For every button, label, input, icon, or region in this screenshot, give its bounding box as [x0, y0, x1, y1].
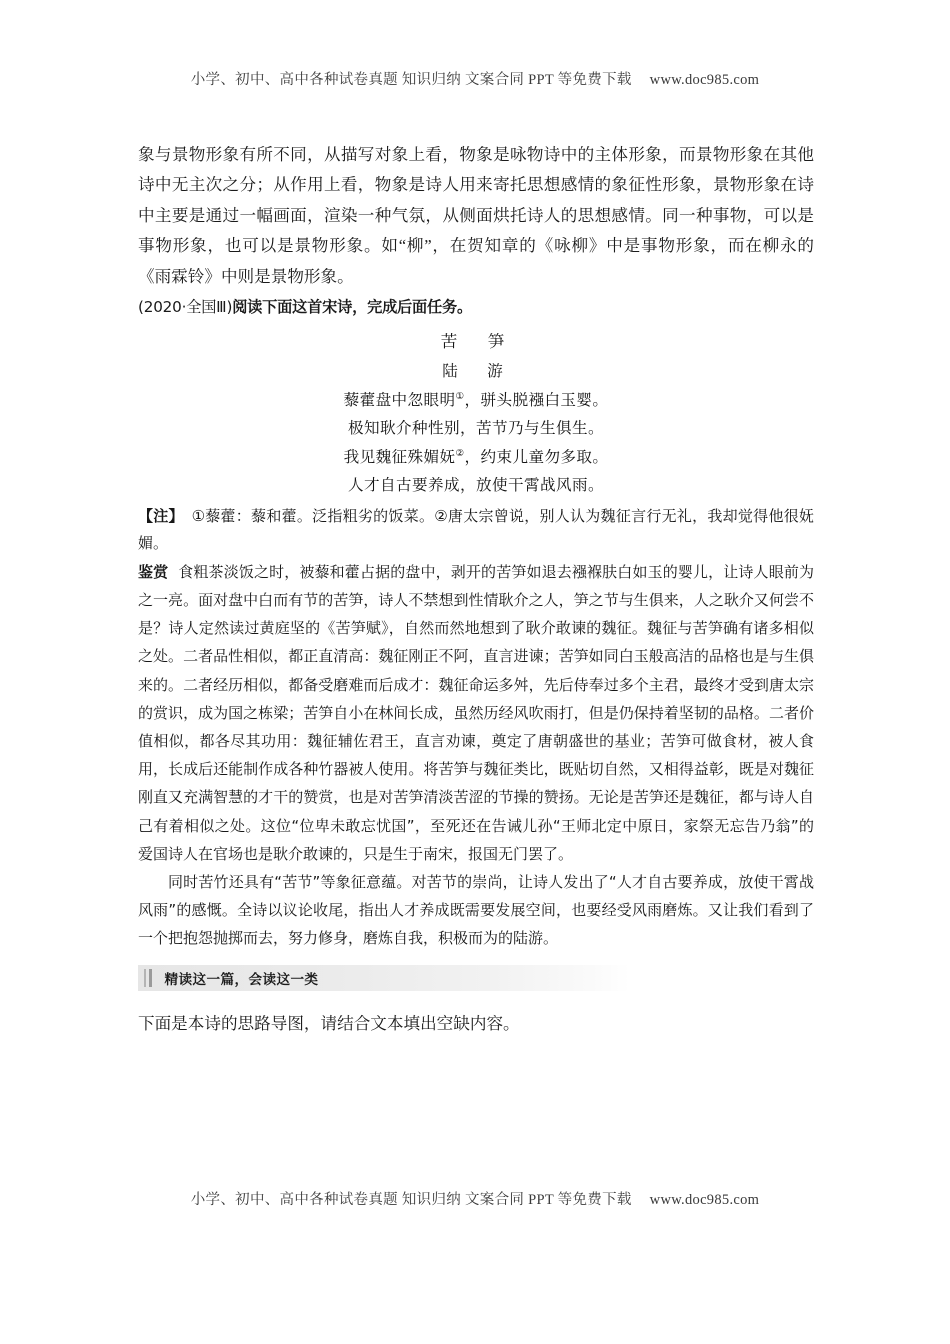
- poem-line-text-tail: ，骈头脱襁白玉婴。: [464, 391, 609, 410]
- poem-line: [138, 414, 814, 442]
- footer-watermark-text: 小学、初中、高中各种试卷真题 知识归纳 文案合同 PPT 等免费下载: [190, 1192, 632, 1208]
- section-header-bar: [138, 965, 630, 991]
- poem-line: [138, 443, 814, 471]
- footnotes-paragraph: [138, 503, 814, 558]
- poem-line: [138, 386, 814, 414]
- appreciation-paragraph-2: 同时苦竹还具有“苦节”等象征意蕴。对苦节的崇尚，让诗人发出了“人才自古要养成，放使干霄战风雨”的感慨。全诗以议论收尾，指出人才养成既需要发展空间，也要经受风雨磨炼。又让我们看到了一个把抱怨抛掷而去，努力修身，磨炼自我，积极而为的陆游。: [138, 873, 814, 948]
- poem-line-text: 我见魏征殊媚妩: [343, 447, 456, 466]
- source-line: [138, 294, 814, 321]
- header-watermark-url: www.doc985.com: [649, 72, 760, 88]
- section-bar-marker-icon: [144, 969, 155, 987]
- poem-line-text: 极知耿介种性别，苦节乃与生俱生。: [348, 419, 604, 438]
- footnotes-text: ①藜藿：藜和藿。泛指粗劣的饭菜。②唐太宗曾说，别人认为魏征言行无礼，我却觉得他很妩媚。: [138, 506, 814, 553]
- document-content: [138, 140, 814, 1039]
- poem-line: [138, 471, 814, 499]
- appreciation-label: 鉴赏: [138, 562, 169, 581]
- footnotes-label: 【注】: [138, 506, 177, 525]
- footnote-marker: ①: [455, 390, 465, 402]
- footnote-marker: ②: [455, 447, 465, 459]
- source-instruction: 阅读下面这首宋诗，完成后面任务。: [232, 298, 472, 317]
- poem-line-text: 人才自古要养成，放使干霄战风雨。: [348, 476, 604, 495]
- poem-line-text-tail: ，约束儿童勿多取。: [464, 447, 609, 466]
- section-bar-title: 精读这一篇，会读这一类: [164, 971, 319, 988]
- footer-watermark: [0, 1188, 950, 1209]
- header-watermark: [0, 68, 950, 89]
- intro-paragraph: 象与景物形象有所不同，从描写对象上看，物象是咏物诗中的主体形象，而景物形象在其他诗中无主次之分；从作用上看，物象是诗人用来寄托思想感情的象征性形象，景物形象在诗中主要是通过一幅画面，渲染一种气氛，从侧面烘托诗人的思想感情。同一种事物，可以是事物形象，也可以是景物形象。如“柳”，在贺知章的《咏柳》中是事物形象，而在柳永的《雨霖铃》中则是景物形象。: [138, 145, 814, 286]
- poem-author: 陆 游: [442, 362, 510, 381]
- poem-title: 苦 笋: [440, 332, 512, 352]
- closing-instruction: 下面是本诗的思路导图，请结合文本填出空缺内容。: [138, 1013, 520, 1033]
- poem-block: [138, 327, 814, 500]
- appreciation-paragraph-1: [138, 558, 814, 868]
- footer-watermark-url: www.doc985.com: [649, 1192, 760, 1208]
- source-exam-label: (2020·全国Ⅲ): [138, 298, 233, 317]
- header-watermark-text: 小学、初中、高中各种试卷真题 知识归纳 文案合同 PPT 等免费下载: [190, 72, 632, 88]
- poem-line-text: 藜藿盘中忽眼明: [343, 391, 456, 410]
- appreciation-text-1: 食粗茶淡饭之时，被藜和藿占据的盘中，剥开的苦笋如退去襁褓肤白如玉的婴儿，让诗人眼前为之一亮。面对盘中白而有节的苦笋，诗人不禁想到性情耿介之人，笋之节与生俱来，人之耿介又何尝不是？诗人定然读过黄庭坚的《苦笋赋》，自然而然地想到了耿介敢谏的魏征。魏征与苦笋确有诸多相似之处。二者品性相似，都正直清高：魏征刚正不阿，直言进谏；苦笋如同白玉般高洁的品格也是与生俱来的。二者经历相似，都备受磨难而后成才：魏征命运多舛，先后侍奉过多个主君，最终才受到唐太宗的赏识，成为国之栋梁；苦笋自小在林间长成，虽然历经风吹雨打，但是仍保持着坚韧的品格。二者价值相似，都各尽其功用：魏征辅佐君王，直言劝谏，奠定了唐朝盛世的基业；苦笋可做食材，被人食用，长成后还能制作成各种竹器被人使用。将苦笋与魏征类比，既贴切自然，又相得益彰，既是对魏征刚直又充满智慧的才干的赞赏，也是对苦笋清淡苦涩的节操的赞扬。无论是苦笋还是魏征，都与诗人自己有着相似之处。这位“位卑未敢忘忧国”，至死还在告诫儿孙“王师北定中原日，家祭无忘告乃翁”的爱国诗人在官场也是耿介敢谏的，只是生于南宋，报国无门罢了。: [138, 562, 814, 863]
